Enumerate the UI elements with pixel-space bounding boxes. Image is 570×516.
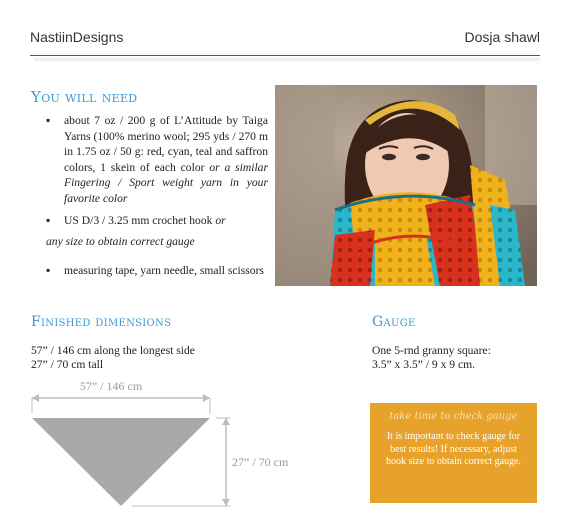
- list-item-yarn: [46, 113, 268, 207]
- yarn-alternative-text: or a similar Fingering / Sport weight yarn in your favorite color: [64, 160, 268, 205]
- bullet-icon: ▪: [46, 114, 51, 127]
- height-arrow-bottom-head: [222, 499, 230, 506]
- you-will-need-heading: You will need: [31, 88, 138, 106]
- header-shadow: [34, 58, 540, 63]
- tip-title: take time to check gauge: [389, 411, 518, 422]
- brand-name: NastiinDesigns: [30, 29, 124, 45]
- hook-or-text: or: [215, 213, 226, 227]
- width-arrow-left-head: [32, 394, 39, 402]
- bullet-icon: ▪: [46, 263, 51, 277]
- yarn-text: about 7 oz / 200 g of L’Attitude by Taiga Yarns (100% merino wool; 295 yds / 270 m in 1.75 oz / 50 g: red, cyan, teal and saffron colors, 1 skein of each color: [64, 114, 268, 174]
- finished-dimensions-heading: Finished dimensions: [31, 314, 172, 330]
- hook-alternative-text: any size to obtain correct gauge: [46, 235, 195, 249]
- diagram-width-label: 57” / 146 cm: [79, 379, 143, 393]
- height-arrow-top-head: [222, 418, 230, 425]
- width-arrow-right-head: [203, 394, 210, 402]
- materials-list: [46, 113, 268, 278]
- dimensions-text: [31, 344, 195, 372]
- tip-body: It is important to check gauge for best results! If necessary, adjust hook size to obtain correct gauge.: [386, 431, 521, 467]
- shawl-diagram: [20, 370, 310, 510]
- gauge-tip-box: [370, 403, 537, 503]
- bullet-icon: ▪: [46, 213, 51, 227]
- pattern-name: Dosja shawl: [464, 29, 540, 45]
- hook-text: US D/3 / 3.25 mm crochet hook: [64, 213, 216, 227]
- gauge-line-2: 3.5” x 3.5” / 9 x 9 cm.: [372, 358, 476, 371]
- list-item-tools: [46, 263, 268, 279]
- header-divider: [30, 55, 540, 56]
- dimension-height: 27” / 70 cm tall: [31, 358, 104, 371]
- model-photo: [275, 85, 537, 286]
- shawl-triangle: [32, 418, 210, 506]
- list-item-hook: [46, 213, 268, 250]
- gauge-line-1: One 5-rnd granny square:: [372, 344, 491, 357]
- dimension-length: 57” / 146 cm along the longest side: [31, 344, 195, 357]
- diagram-height-label: 27” / 70 cm: [232, 455, 289, 469]
- tools-text: measuring tape, yarn needle, small scissors: [64, 263, 264, 277]
- gauge-text: [372, 344, 491, 372]
- gauge-heading: Gauge: [372, 314, 416, 330]
